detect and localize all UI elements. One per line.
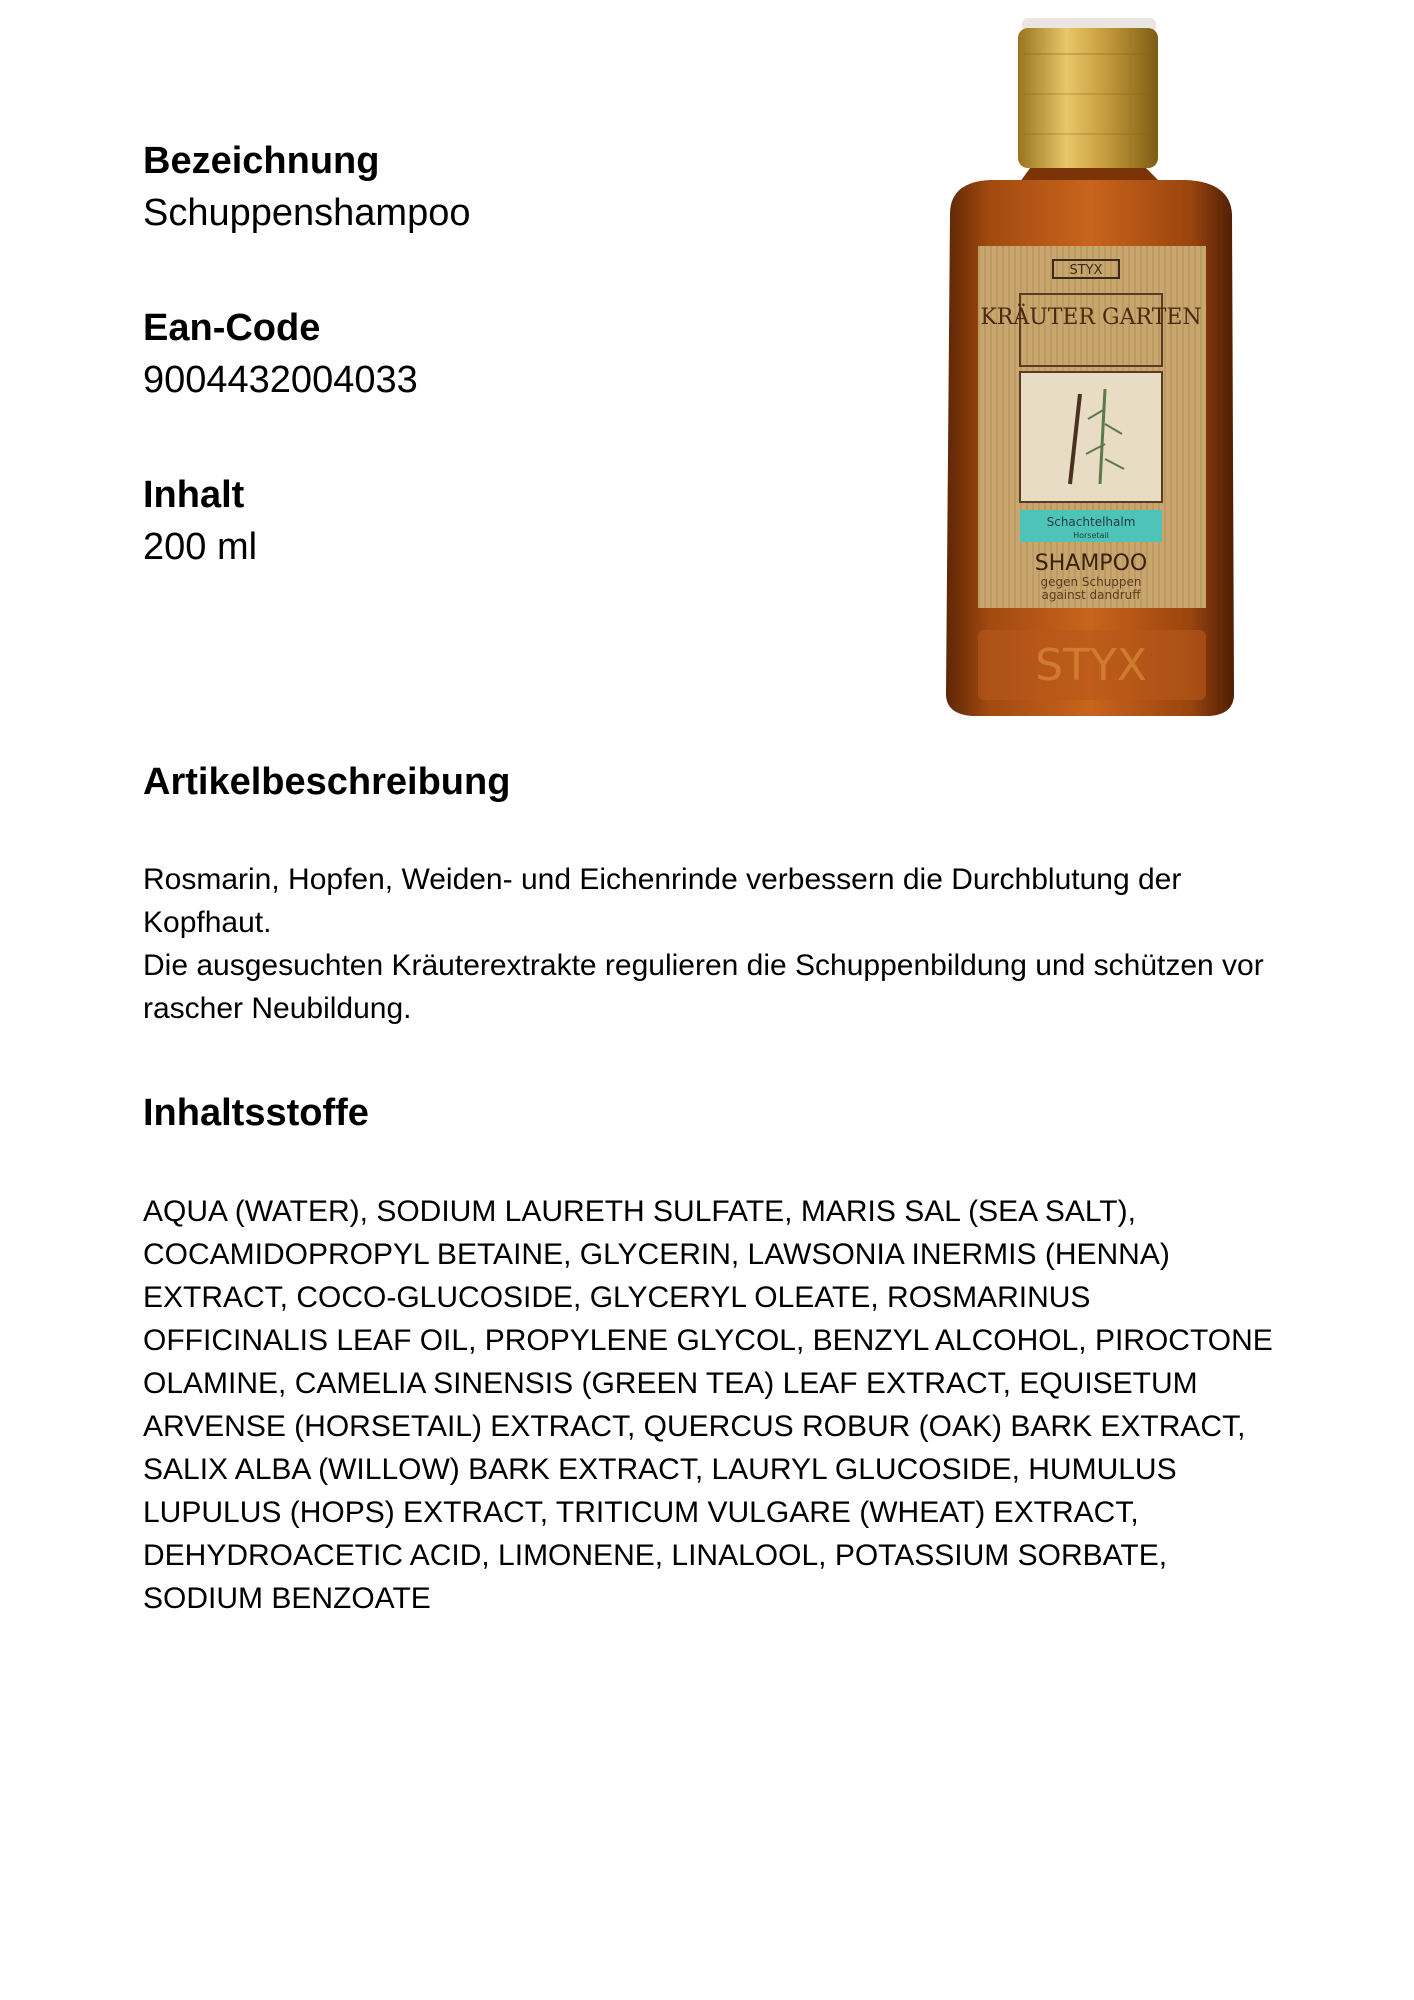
name-value: Schuppenshampoo: [143, 192, 471, 234]
ingredients-heading: Inhaltsstoffe: [143, 1092, 369, 1134]
label-claim-de: gegen Schuppen: [1040, 575, 1142, 589]
product-bottle-image: [930, 14, 1250, 724]
label-herb-en: Horsetail: [1073, 531, 1109, 540]
ean-label: Ean-Code: [143, 307, 321, 349]
label-product: SHAMPOO: [1034, 551, 1148, 576]
embossed-brand: STYX: [1035, 640, 1147, 691]
ean-value: 9004432004033: [143, 359, 418, 401]
label-claim-en: against dandruff: [1041, 588, 1141, 602]
cap-shape: [1018, 28, 1158, 168]
content-value: 200 ml: [143, 526, 258, 568]
name-label: Bezeichnung: [143, 140, 380, 182]
label-brand: STYX: [1069, 263, 1103, 278]
label-herb: Schachtelhalm: [1046, 515, 1136, 529]
description-heading: Artikelbeschreibung: [143, 761, 511, 803]
description-paragraph-1: Rosmarin, Hopfen, Weiden- und Eichenrinde verbessern die Durchblutung der Kopfhaut.: [143, 863, 1182, 939]
description-paragraph-2: Die ausgesuchten Kräuterextrakte regulieren die Schuppenbildung und schützen vor rascher Neubildung.: [143, 949, 1264, 1025]
content-label: Inhalt: [143, 474, 245, 516]
label-line: KRÄUTER GARTEN: [980, 305, 1202, 330]
ingredients-text: AQUA (WATER), SODIUM LAURETH SULFATE, MARIS SAL (SEA SALT), COCAMIDOPROPYL BETAINE, GLYCERIN, LAWSONIA INERMIS (HENNA) EXTRACT, COCO-GLUCOSIDE, GLYCERYL OLEATE, ROSMARINUS OFFICINALIS LEAF OIL, PROPYLENE GLYCOL, BENZYL ALCOHOL, PIROCTONE OLAMINE, CAMELIA SINENSIS (GREEN TEA) LEAF EXTRACT, EQUISETUM ARVENSE (HORSETAIL) EXTRACT, QUERCUS ROBUR (OAK) BARK EXTRACT, SALIX ALBA (WILLOW) BARK EXTRACT, LAURYL GLUCOSIDE, HUMULUS LUPULUS (HOPS) EXTRACT, TRITICUM VULGARE (WHEAT) EXTRACT, DEHYDROACETIC ACID, LIMONENE, LINALOOL, POTASSIUM SORBATE, SODIUM BENZOATE: [143, 1195, 1273, 1615]
